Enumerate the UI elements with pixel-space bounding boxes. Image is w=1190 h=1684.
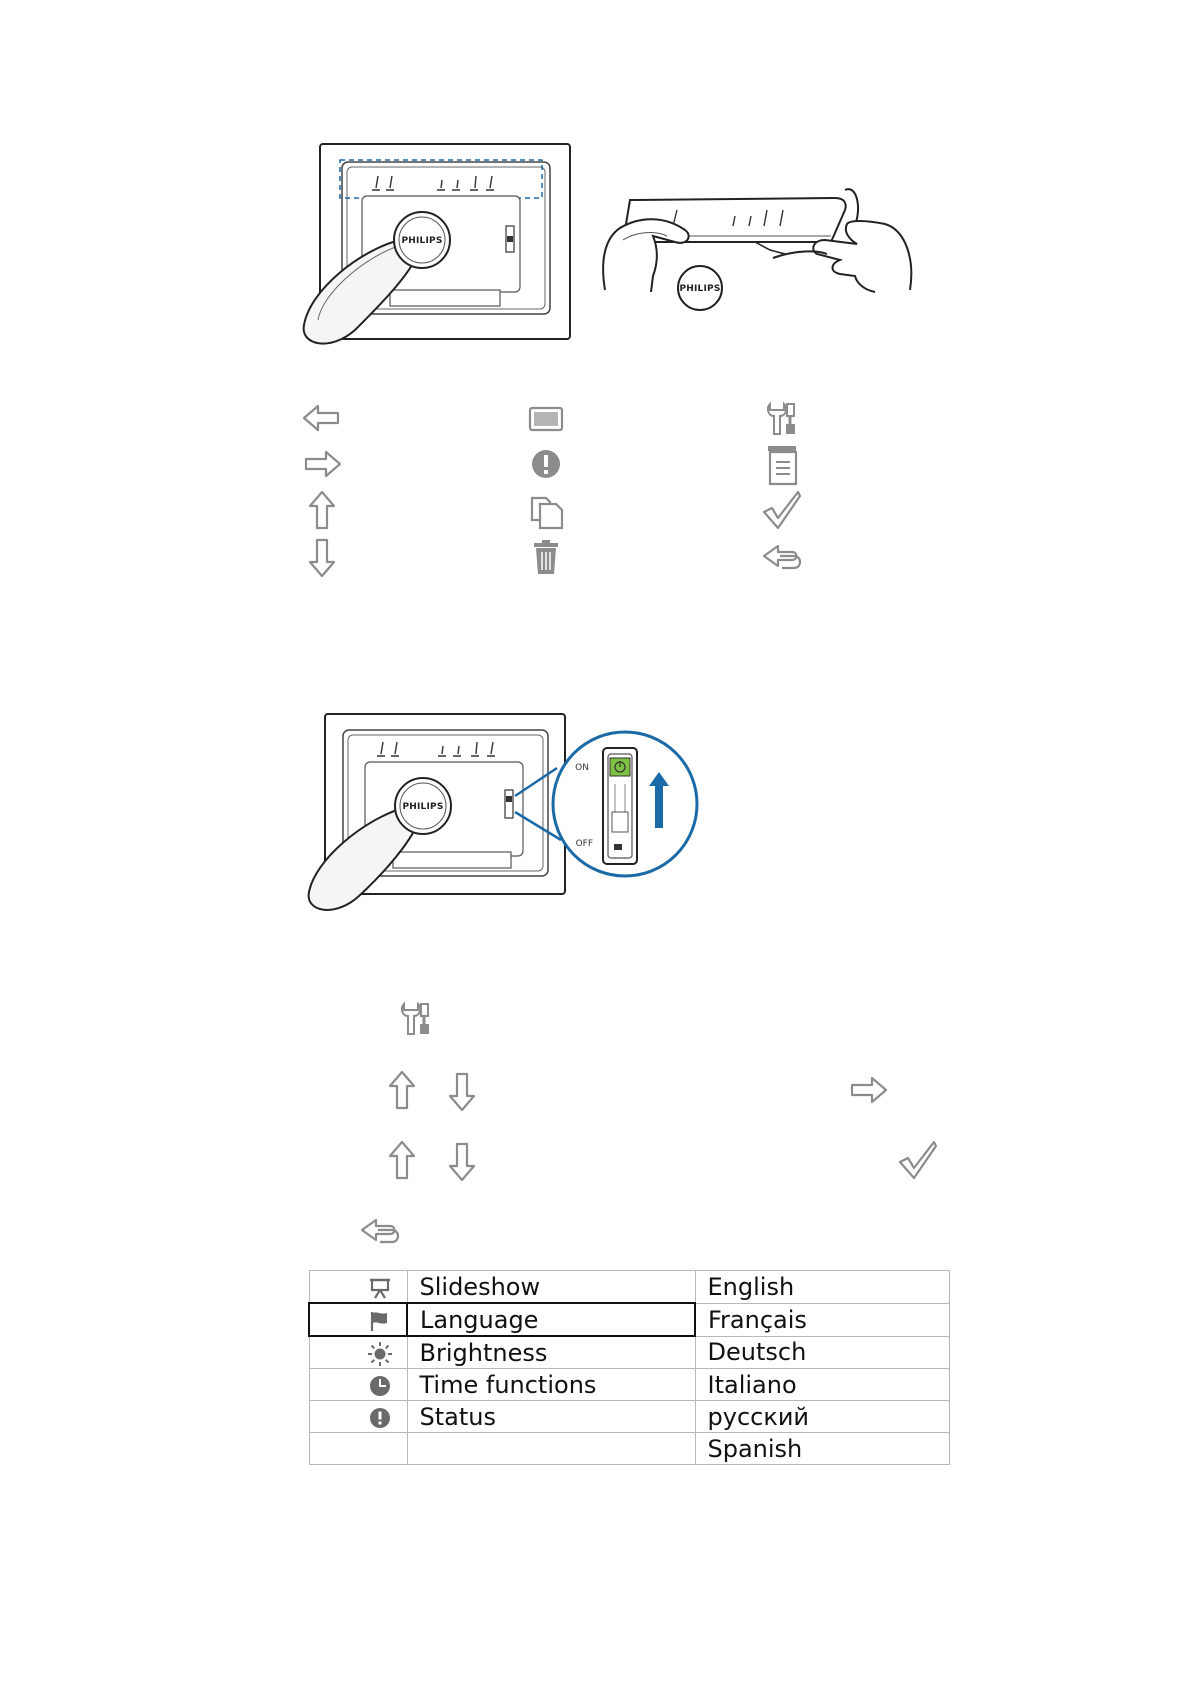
- language-flag-icon: [366, 1308, 392, 1334]
- step-up-arrow-icon: [380, 1068, 424, 1112]
- menu-item-label: [407, 1433, 695, 1465]
- photo-frame-front-illustration: [300, 140, 575, 355]
- table-row: [309, 1401, 950, 1433]
- language-option[interactable]: Deutsch: [695, 1336, 950, 1369]
- copy-icon: [524, 488, 568, 532]
- delete-trash-icon: [524, 534, 568, 578]
- power-switch-illustration: [305, 712, 705, 917]
- status-info-icon: [367, 1405, 393, 1431]
- menu-item-label[interactable]: Language: [407, 1303, 695, 1336]
- slideshow-display-icon: [524, 398, 568, 442]
- slideshow-icon: [367, 1275, 393, 1301]
- table-row: [309, 1433, 950, 1465]
- status-info-icon: [524, 442, 568, 486]
- right-arrow-icon: [300, 442, 344, 486]
- brightness-sun-icon: [367, 1341, 393, 1367]
- language-option[interactable]: Italiano: [695, 1369, 950, 1401]
- step-down-arrow-icon: [440, 1068, 484, 1112]
- step-up-arrow-icon-2: [380, 1138, 424, 1182]
- switch-off-label: OFF: [575, 839, 593, 849]
- step-down-arrow-icon-2: [440, 1138, 484, 1182]
- down-arrow-icon: [300, 534, 344, 578]
- menu-item-label[interactable]: Slideshow: [407, 1271, 695, 1304]
- back-return-icon: [760, 534, 804, 578]
- switch-on-label: ON: [575, 763, 589, 773]
- clock-icon: [367, 1373, 393, 1399]
- left-arrow-icon: [300, 396, 344, 440]
- step-back-return-icon: [358, 1208, 402, 1252]
- philips-logo-text-power: PHILIPS: [402, 802, 444, 812]
- step-right-arrow-icon: [846, 1068, 890, 1112]
- up-arrow-icon: [300, 488, 344, 532]
- step-setup-tools-icon: [394, 996, 438, 1040]
- setup-menu-table: [308, 1270, 950, 1465]
- table-row: [309, 1336, 950, 1369]
- philips-logo-text: PHILIPS: [401, 236, 443, 246]
- menu-item-label[interactable]: Time functions: [407, 1369, 695, 1401]
- language-option[interactable]: English: [695, 1271, 950, 1304]
- philips-logo-text-small: PHILIPS: [679, 284, 721, 294]
- language-option[interactable]: русский: [695, 1401, 950, 1433]
- menu-item-label[interactable]: Brightness: [407, 1336, 695, 1369]
- menu-item-label[interactable]: Status: [407, 1401, 695, 1433]
- setup-tools-icon: [760, 396, 804, 440]
- step-ok-check-icon: [896, 1138, 940, 1182]
- menu-list-icon: [760, 442, 804, 486]
- language-option[interactable]: Français: [695, 1303, 950, 1336]
- table-row: [309, 1271, 950, 1304]
- ok-check-icon: [760, 488, 804, 532]
- table-row-selected: [309, 1303, 950, 1336]
- table-row: [309, 1369, 950, 1401]
- language-option[interactable]: Spanish: [695, 1433, 950, 1465]
- hands-holding-frame-illustration: [595, 180, 915, 300]
